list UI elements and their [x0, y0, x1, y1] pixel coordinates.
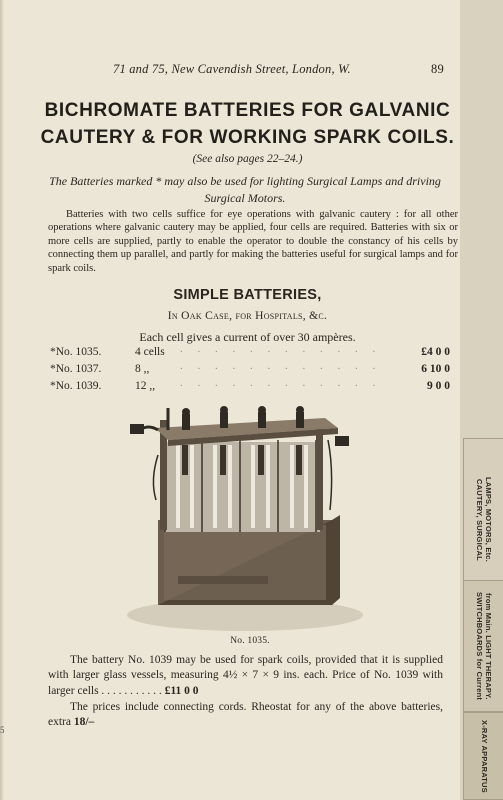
page-number: 89	[431, 62, 444, 76]
item-number: *No. 1037.	[50, 363, 102, 375]
page-title	[40, 97, 455, 151]
item-price: 9 0 0	[427, 380, 450, 392]
leader-dots: . . . . . . . . . . . .	[180, 343, 382, 355]
item-price: £4 0 0	[421, 346, 450, 358]
tab-switchboards-label	[475, 592, 493, 700]
marked-note-line-1: The Batteries marked * may also be used for lighting Surgical Lamps and driving	[49, 174, 441, 188]
tab-switchboards[interactable]	[463, 580, 503, 712]
current-note: Each cell gives a current of over 30 ampères.	[139, 330, 356, 344]
intro-paragraph: Batteries with two cells suffice for eye operations with galvanic cautery : for all other operations where galvanic cautery may be applied, four cells are required. Batteries with six or more cells are supplied, partly to enable the operator to double the constancy of his cells by connecting them up parallel, and partly for making the batteries useful for surgical lamps and for spark coils.	[48, 209, 458, 274]
see-also-note: (See also pages 22–24.)	[192, 153, 303, 165]
tab-switchboards-line-1: SWITCHBOARDS for Current	[475, 591, 484, 701]
price-row	[50, 377, 450, 396]
tab-xray-line-1: X-RAY APPARATUS	[479, 719, 489, 793]
item-number: *No. 1039.	[50, 380, 102, 392]
tab-xray-label	[480, 720, 489, 793]
tab-xray[interactable]	[463, 712, 503, 800]
tab-cautery[interactable]	[463, 438, 503, 600]
section-subheading: In Oak Case, for Hospitals, &c.	[167, 310, 328, 322]
title-line-1: BICHROMATE BATTERIES FOR GALVANIC	[44, 100, 451, 121]
item-description: 8 ,,	[135, 363, 150, 375]
prices-note-text: The prices include connecting cords. Rheostat for any of the above batteries, extra	[48, 701, 443, 729]
binding-shadow	[0, 0, 4, 800]
note-1039	[48, 653, 443, 699]
marked-note-line-2: Surgical Motors.	[204, 191, 286, 205]
tab-cautery-line-1: CAUTERY, SURGICAL	[475, 478, 484, 560]
battery-illustration	[120, 400, 370, 635]
tab-cautery-line-2: LAMPS, MOTORS, Etc.	[484, 476, 493, 562]
title-line-2: CAUTERY & FOR WORKING SPARK COILS.	[40, 127, 455, 148]
tab-switchboards-line-2: from Main. LIGHT THERAPY.	[484, 592, 493, 700]
marked-note	[30, 173, 460, 207]
note-1039-price: £11 0 0	[164, 684, 199, 697]
item-description: 4 cells	[135, 346, 165, 358]
leader-dots: . . . . . . . . . . . .	[180, 360, 382, 372]
prices-note	[48, 700, 443, 731]
tab-cautery-label	[475, 477, 493, 562]
margin-mark: 5	[0, 725, 5, 735]
item-number: *No. 1035.	[50, 346, 102, 358]
rheostat-price: 18/–	[73, 716, 95, 729]
note-1039-text: The battery No. 1039 may be used for spark coils, provided that it is supplied with larger glass vessels, measuring 4½ × 7 × 9 ins. each. Price of No. 1039 with larger cells . . . . . . . . . . .	[48, 654, 443, 697]
leader-dots: . . . . . . . . . . . .	[180, 377, 382, 389]
section-heading: SIMPLE BATTERIES,	[173, 287, 322, 303]
item-description: 12 ,,	[135, 380, 156, 392]
running-header	[113, 62, 458, 77]
header-address: 71 and 75, New Cavendish Street, London, W.	[113, 62, 351, 76]
figure-caption: No. 1035.	[230, 636, 270, 646]
item-price: 6 10 0	[421, 363, 450, 375]
